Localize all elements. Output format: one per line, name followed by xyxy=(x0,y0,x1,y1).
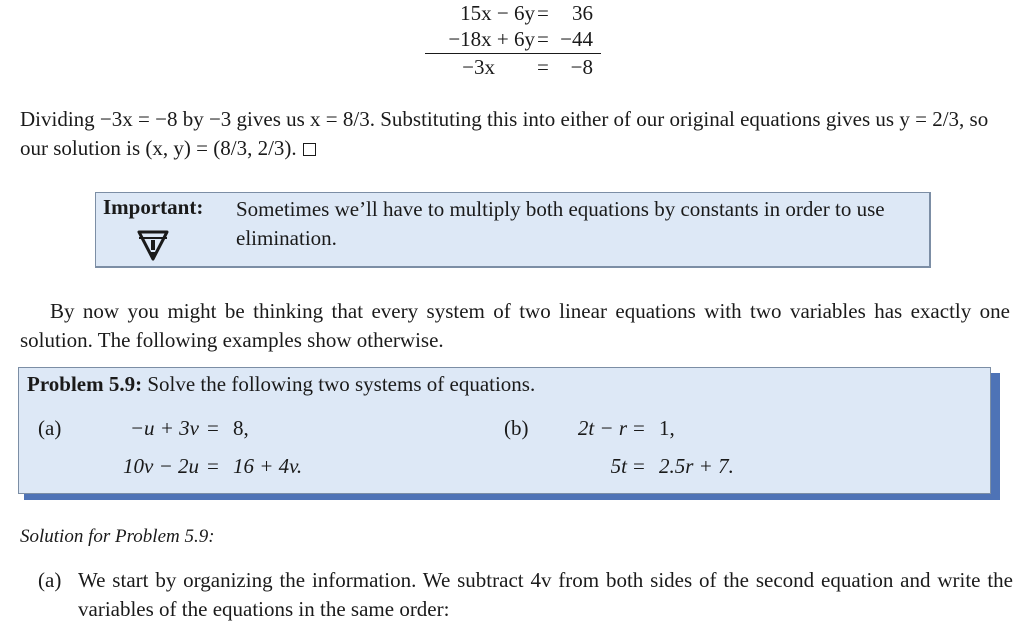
part-a-eq2-rhs: 16 + 4v. xyxy=(233,454,303,478)
solution-heading: Solution for Problem 5.9: xyxy=(20,526,215,547)
paragraph-text: By now you might be thinking that every system of two linear equations with two variables has exactly one solution. The following examples show otherwise. xyxy=(20,299,1010,352)
important-callout xyxy=(95,192,931,268)
part-b-eq2-rel: = xyxy=(633,454,645,478)
important-label: Important: xyxy=(103,195,204,219)
elimination-row-1 xyxy=(425,0,605,26)
part-b-eq1-rhs: 1, xyxy=(659,416,675,440)
part-a-label: (a) xyxy=(38,416,62,440)
part-a-eq1-lhs: −u + 3v xyxy=(129,416,199,440)
equation-lhs: 15x − 6y xyxy=(460,1,535,25)
qed-box-icon xyxy=(303,143,316,156)
equation-lhs: −18x + 6y xyxy=(448,27,535,51)
problem-title xyxy=(27,372,535,397)
part-a-eq2-rel: = xyxy=(207,454,219,478)
equals-sign: = xyxy=(537,27,549,51)
equation-rhs: −44 xyxy=(560,27,593,51)
problem-box xyxy=(18,367,991,494)
warning-icon xyxy=(136,229,170,261)
equals-sign: = xyxy=(537,1,549,25)
solution-a-text: We start by organizing the information. We subtract 4v from both sides of the second equation and write the variables of the equations in the same order: xyxy=(78,568,1013,621)
problem-statement: Solve the following two systems of equations. xyxy=(147,372,536,396)
part-b-eq2-rhs: 2.5r + 7. xyxy=(659,454,734,478)
part-b-eq1-lhs: 2t − r xyxy=(577,416,627,440)
solution-a-label: (a) xyxy=(38,568,62,592)
equation-rhs: 36 xyxy=(572,1,593,25)
part-a-eq1-rel: = xyxy=(207,416,219,440)
problem-shadow-bottom xyxy=(24,494,1000,500)
part-b-eq2-lhs: 5t xyxy=(610,454,627,478)
problem-shadow-right xyxy=(991,373,1000,500)
paragraph-dividing xyxy=(20,105,1010,163)
elimination-row-3 xyxy=(425,54,605,80)
important-text: Sometimes we’ll have to multiply both equations by constants in order to use elimination. xyxy=(236,197,885,250)
equation-lhs: −3x xyxy=(462,55,495,79)
paragraph-by-now xyxy=(20,297,1010,355)
equals-sign: = xyxy=(537,55,549,79)
part-a-eq1-rhs: 8, xyxy=(233,416,249,440)
elimination-row-2 xyxy=(425,26,605,52)
paragraph-text: Dividing −3x = −8 by −3 gives us x = 8/3. Substituting this into either of our original equations gives us y = 2/3, so our solution is (x, y) = (8/3, 2/3). xyxy=(20,107,989,160)
part-a-eq2-lhs: 10v − 2u xyxy=(123,454,199,478)
equation-rhs: −8 xyxy=(570,55,593,79)
problem-label: Problem 5.9: xyxy=(27,372,143,396)
part-b-label: (b) xyxy=(504,416,529,440)
part-b-eq1-rel: = xyxy=(633,416,645,440)
